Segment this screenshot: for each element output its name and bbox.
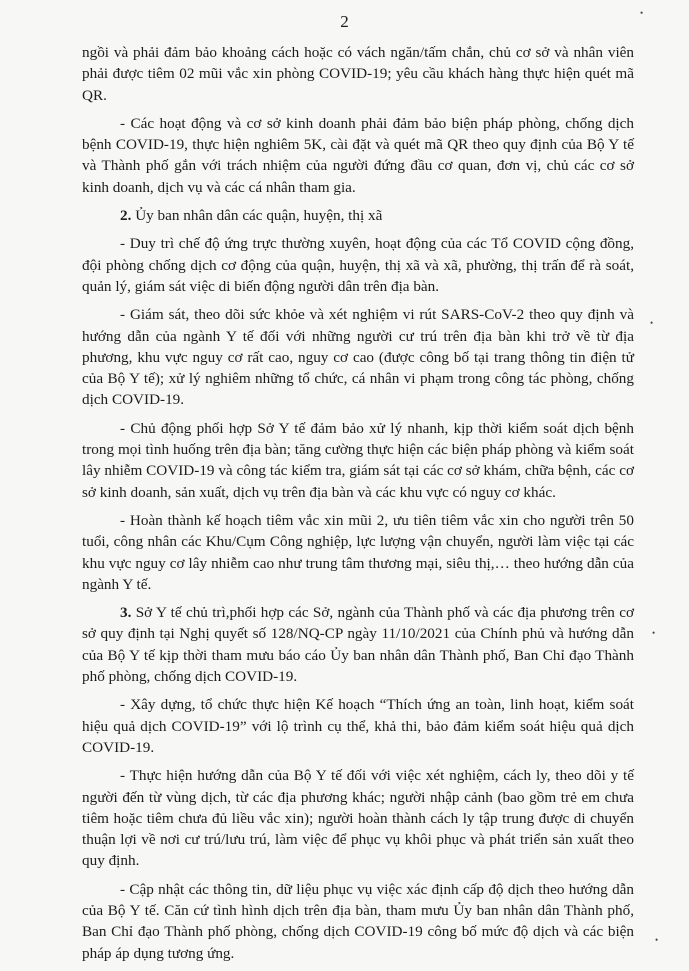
paragraph-testing-quarantine: - Thực hiện hướng dẫn của Bộ Y tế đối với việc xét nghiệm, cách ly, theo dõi y tế người đến từ vùng dịch, từ các địa phương khác; người nhập cảnh (bao gồm trẻ em chưa tiêm hoặc tiêm chưa đủ liều vắc xin); người hoàn thành cách ly tập trung được di chuyển thuận lợi về nơi cư trú/lưu trú, làm việc để phục vụ khôi phục và phát triển sản xuất theo quy định. [82, 767, 634, 870]
scan-mark: • [640, 8, 644, 18]
section-heading-2: 2. Ủy ban nhân dân các quận, huyện, thị xã [120, 207, 383, 225]
paragraph-covid-teams: - Duy trì chế độ ứng trực thường xuyên, hoạt động của các Tổ COVID cộng đồng, đội phòng chống dịch cơ động của quận, huyện, thị xã và xã, phường, thị trấn để rà soát, quản lý, giám sát việc di biến động người dân trên địa bàn. [82, 235, 634, 295]
scan-mark: • [652, 628, 656, 638]
paragraph-adaptation-plan: - Xây dựng, tổ chức thực hiện Kế hoạch “Thích ứng an toàn, linh hoạt, kiểm soát hiệu quả dịch COVID-19” với lộ trình cụ thể, khả thi, bảo đảm kiểm soát hiệu quả dịch COVID-19. [82, 696, 634, 756]
paragraph-continuation: ngồi và phải đảm bảo khoảng cách hoặc có vách ngăn/tấm chắn, chủ cơ sở và nhân viên phải được tiêm 02 mũi vắc xin phòng COVID-19; yêu cầu khách hàng thực hiện quét mã QR. [82, 44, 634, 104]
paragraph-epidemic-level: - Cập nhật các thông tin, dữ liệu phục vụ việc xác định cấp độ dịch theo hướng dẫn của Bộ Y tế. Căn cứ tình hình dịch trên địa bàn, tham mưu Ủy ban nhân dân Thành phố, Ban Chỉ đạo Thành phố phòng, chống dịch COVID-19 công bố mức độ dịch và các biện pháp áp dụng tương ứng. [82, 880, 634, 962]
paragraph-vaccination: - Hoàn thành kế hoạch tiêm vắc xin mũi 2, ưu tiên tiêm vắc xin cho người trên 50 tuổi, công nhân các Khu/Cụm Công nghiệp, lực lượng vận chuyển, người làm việc tại các khu vực nguy cơ lây nhiễm cao như trung tâm thương mại, siêu thị,… theo hướng dẫn của ngành Y tế. [82, 511, 634, 593]
paragraph-coordination: - Chủ động phối hợp Sở Y tế đảm bảo xử lý nhanh, kịp thời kiểm soát dịch bệnh trong mọi tình huống trên địa bàn; tăng cường thực hiện các biện pháp phòng và kiểm soát lây nhiễm COVID-19 và công tác kiểm tra, giám sát tại các cơ sở khám, chữa bệnh, các cơ sở kinh doanh, sản xuất, dịch vụ trên địa bàn và các khu vực có nguy cơ khác. [82, 419, 634, 501]
document-body [82, 42, 634, 971]
paragraph-health-monitoring: - Giám sát, theo dõi sức khỏe và xét nghiệm vi rút SARS-CoV-2 theo quy định và hướng dẫn của ngành Y tế đối với những người cư trú trên địa bàn khi trở về từ địa phương, khu vực nguy cơ rất cao, nguy cơ cao (được công bố tại trang thông tin điện tử của Bộ Y tế); xử lý nghiêm những tổ chức, cá nhân vi phạm trong công tác phòng, chống dịch COVID-19. [82, 306, 634, 409]
page-number: 2 [340, 12, 349, 31]
section-heading-3: 3. Sở Y tế chủ trì,phối hợp các Sở, ngành của Thành phố và các địa phương trên cơ sở quy định tại Nghị quyết số 128/NQ-CP ngày 11/10/2021 của Chính phủ và hướng dẫn của Bộ Y tế kịp thời tham mưu báo cáo Ủy ban nhân dân Thành phố, Ban Chỉ đạo Thành phố phòng, chống dịch COVID-19. [82, 604, 634, 686]
scan-mark: • [650, 318, 654, 328]
paragraph-business-measures: - Các hoạt động và cơ sở kinh doanh phải đảm bảo biện pháp phòng, chống dịch bệnh COVID-19, thực hiện nghiêm 5K, cài đặt và quét mã QR theo quy định của Bộ Y tế và Thành phố gắn với trách nhiệm của người đứng đầu cơ quan, đơn vị, chủ các cơ sở kinh doanh, dịch vụ và các cá nhân tham gia. [82, 114, 634, 196]
scan-mark: • [655, 935, 659, 945]
